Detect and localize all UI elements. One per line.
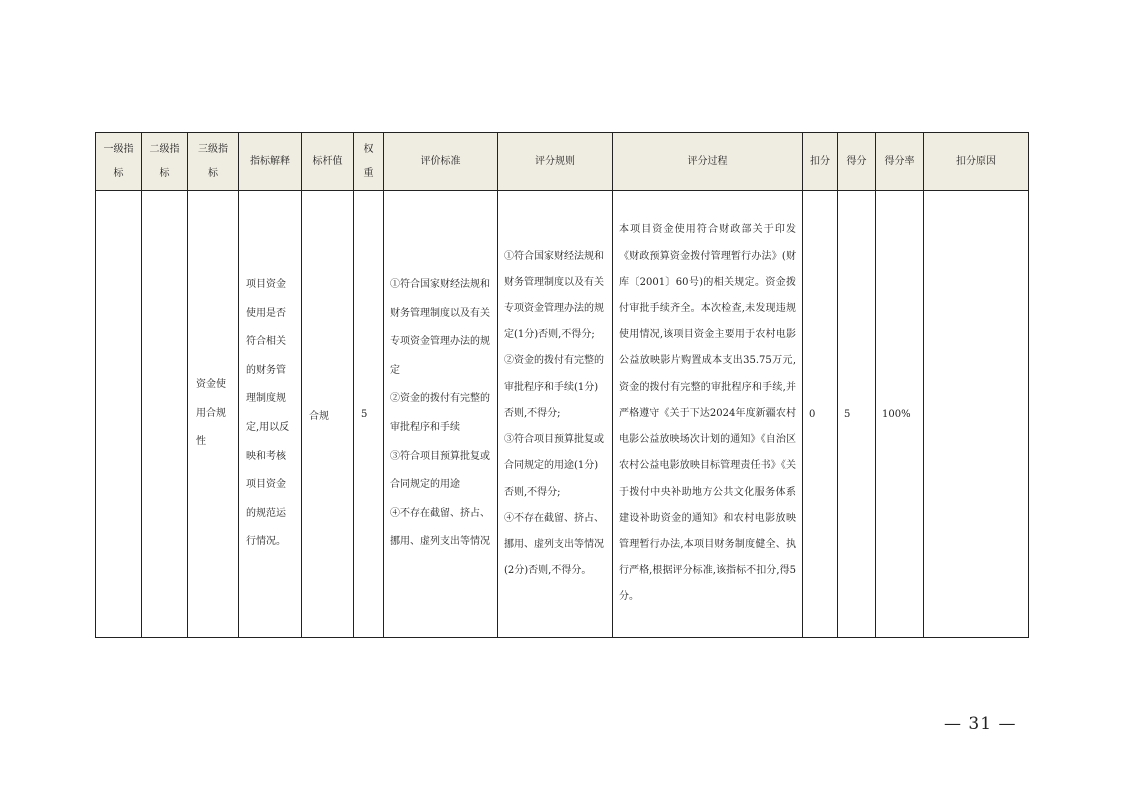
cell-deduction-reason xyxy=(924,191,1029,638)
header-weight: 权重 xyxy=(354,133,384,191)
header-criteria: 评价标准 xyxy=(384,133,498,191)
weight-text: 5 xyxy=(361,408,368,420)
score-rate-text: 100% xyxy=(882,408,911,420)
header-level3: 三级指标 xyxy=(188,133,239,191)
cell-criteria xyxy=(384,191,498,638)
cell-scoring-rules xyxy=(498,191,613,638)
cell-deduction xyxy=(803,191,838,638)
cell-explanation xyxy=(239,191,302,638)
evaluation-table xyxy=(95,132,1029,638)
explanation-text: 项目资金使用是否符合相关的财务管理制度规定,用以反映和考核项目资金的规范运行情况。 xyxy=(246,279,290,548)
score-text: 5 xyxy=(844,408,851,420)
cell-benchmark xyxy=(302,191,354,638)
header-level1: 一级指标 xyxy=(96,133,142,191)
header-score: 得分 xyxy=(838,133,876,191)
cell-score xyxy=(838,191,876,638)
header-deduction: 扣分 xyxy=(803,133,838,191)
level3-text: 资金使用合规性 xyxy=(196,379,226,448)
header-scoring-rules: 评分规则 xyxy=(498,133,613,191)
cell-weight xyxy=(354,191,384,638)
cell-level1 xyxy=(96,191,142,638)
page-number: — 31 — xyxy=(944,714,1017,734)
process-text: 本项目资金使用符合财政部关于印发《财政预算资金拨付管理暂行办法》(财库〔2001〕60号)的相关规定。资金拨付审批手续齐全。本次检查,未发现违规使用情况,该项目资金主要用于农村电影公益放映影片购置成本支出35.75万元,资金的拨付有完整的审批程序和手续,并严格遵守《关于下达2024年度新疆农村电影公益放映场次计划的通知》《自治区农村公益电影放映目标管理责任书》《关于拨付中央补助地方公共文化服务体系建设补助资金的通知》和农村电影放映管理暂行办法,本项目财务制度健全、执行严格,根据评分标准,该指标不扣分,得5分。 xyxy=(619,224,796,603)
header-process: 评分过程 xyxy=(613,133,803,191)
header-deduction-reason: 扣分原因 xyxy=(924,133,1029,191)
header-row xyxy=(96,133,1029,191)
header-level2: 二级指标 xyxy=(142,133,188,191)
cell-level2 xyxy=(142,191,188,638)
header-explanation: 指标解释 xyxy=(239,133,302,191)
criteria-text: ①符合国家财经法规和财务管理制度以及有关专项资金管理办法的规定 ②资金的拨付有完整的审批程序和手续 ③符合项目预算批复或合同规定的用途 ④不存在截留、挤占、挪用、虚列支出等情况 xyxy=(390,279,490,548)
header-benchmark: 标杆值 xyxy=(302,133,354,191)
scoring-rules-text: ①符合国家财经法规和财务管理制度以及有关专项资金管理办法的规定(1分)否则,不得分; ②资金的拨付有完整的审批程序和手续(1分)否则,不得分; ③符合项目预算批复或合同规定的用途(1分)否则,不得分; ④不存在截留、挤占、挪用、虚列支出等情况(2分)否则,不得分。 xyxy=(504,250,604,577)
cell-score-rate xyxy=(876,191,924,638)
benchmark-text: 合规 xyxy=(309,410,329,422)
cell-level3 xyxy=(188,191,239,638)
cell-process xyxy=(613,191,803,638)
header-score-rate: 得分率 xyxy=(876,133,924,191)
table-row xyxy=(96,191,1029,638)
deduction-text: 0 xyxy=(809,408,816,420)
